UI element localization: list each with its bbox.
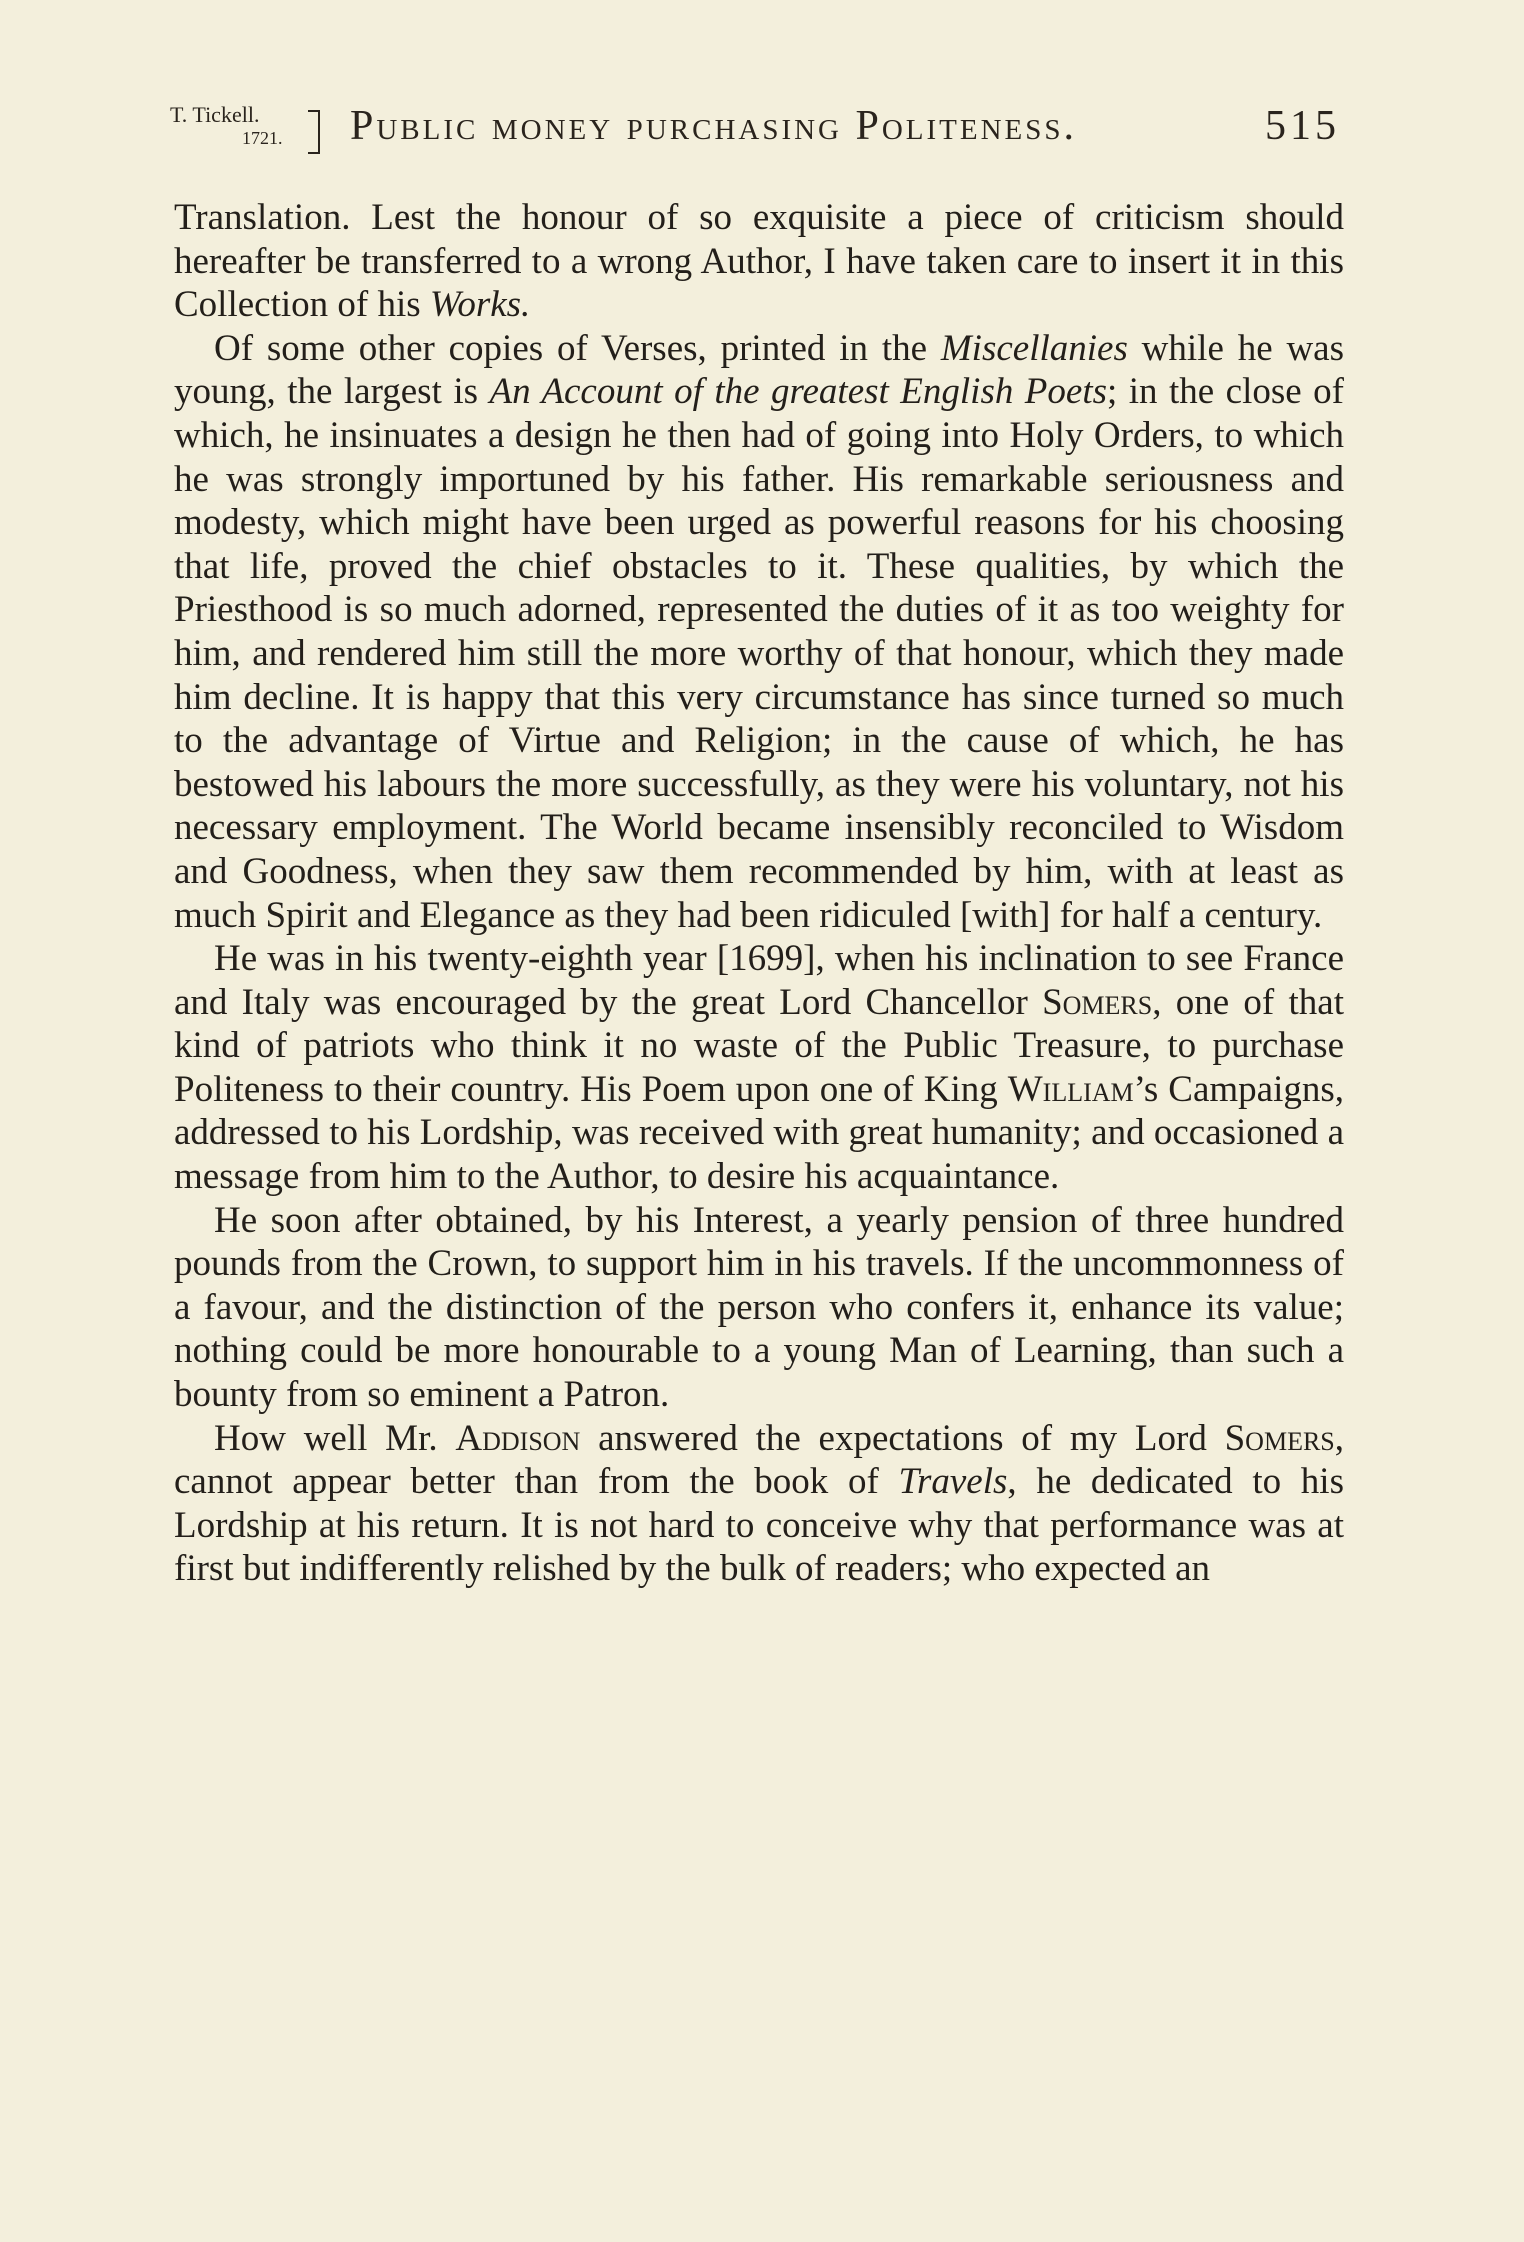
italic-text: An Account of the greatest English Poets [489, 371, 1108, 413]
text-run: Translation. Lest the honour of so exquisite a piece of criticism should hereafter be transferred to a wrong Author, I have taken care to insert it in this Collection of his [174, 197, 1344, 326]
small-caps-name: Somers [1042, 981, 1153, 1023]
author-name: T. Tickell. [170, 102, 260, 127]
text-run: , one of that kind of patriots who think it no waste of the Public Treasure, to purchase Politeness to their country. His Poem upon one of King [174, 981, 1344, 1110]
text-run: He soon after obtained, by his Interest, a yearly pension of three hundred pounds from the Crown, to support him in his travels. If the uncommonness of a favour, and the distinction of the person who confers it, enhance its value; nothing could be more honourable to a young Man of Learning, than such a bounty from so eminent a Patron. [174, 1199, 1344, 1416]
text-run: Of some other copies of Verses, printed in the [214, 327, 941, 369]
paragraph [174, 327, 1344, 937]
text-run: , he dedicated to his Lordship at his return. It is not hard to conceive why that performance was at first but indifferently relished by the bulk of readers; who expected an [174, 1461, 1344, 1590]
page-header [170, 96, 1340, 160]
running-title: Public money purchasing Politeness. [350, 103, 1078, 149]
text-run: He was in his twenty-eighth year [1699], when his inclination to see France and Italy was encouraged by the great Lord Chancellor [174, 938, 1344, 1023]
text-run: , cannot appear better than from the book of [174, 1417, 1344, 1503]
author-date-note [170, 102, 330, 158]
italic-text: Travels [898, 1461, 1008, 1503]
text-run: answered the expectations of my Lord [580, 1417, 1225, 1459]
paragraph [174, 937, 1344, 1199]
paragraph [174, 196, 1344, 327]
text-run: ’s Campaigns, addressed to his Lordship, was received with great humanity; and occasioned a message from him to the Author, to desire his acquaintance. [174, 1068, 1344, 1198]
author-year: 1721. [242, 128, 283, 148]
small-caps-name: William [1007, 1068, 1134, 1110]
small-caps-name: Somers [1224, 1417, 1335, 1459]
small-caps-name: Addison [455, 1417, 581, 1459]
bracket-mark [308, 110, 320, 154]
text-run: while he was young, the largest is [174, 327, 1344, 413]
italic-text: Miscellanies [940, 327, 1128, 369]
italic-text: Works. [429, 284, 531, 326]
page-number: 515 [1265, 103, 1340, 149]
paragraph [174, 1199, 1344, 1417]
text-run: ; in the close of which, he insinuates a design he then had of going into Holy Orders, to which he was strongly importuned by his father. His remarkable seriousness and modesty, which might have been urged as powerful reasons for his choosing that life, proved the chief obstacles to it. These qualities, by which the Priesthood is so much adorned, represented the duties of it as too weighty for him, and rendered him still the more worthy of that honour, which they made him decline. It is happy that this very circumstance has since turned so much to the advantage of Virtue and Religion; in the cause of which, he has bestowed his labours the more successfully, as they were his voluntary, not his necessary employment. The World became insensibly reconciled to Wisdom and Goodness, when they saw them recommended by him, with at least as much Spirit and Elegance as they had been ridiculed [with] for half a century. [174, 371, 1344, 936]
body-text [174, 196, 1344, 1591]
paragraph [174, 1417, 1344, 1591]
text-run: How well Mr. [214, 1417, 456, 1459]
